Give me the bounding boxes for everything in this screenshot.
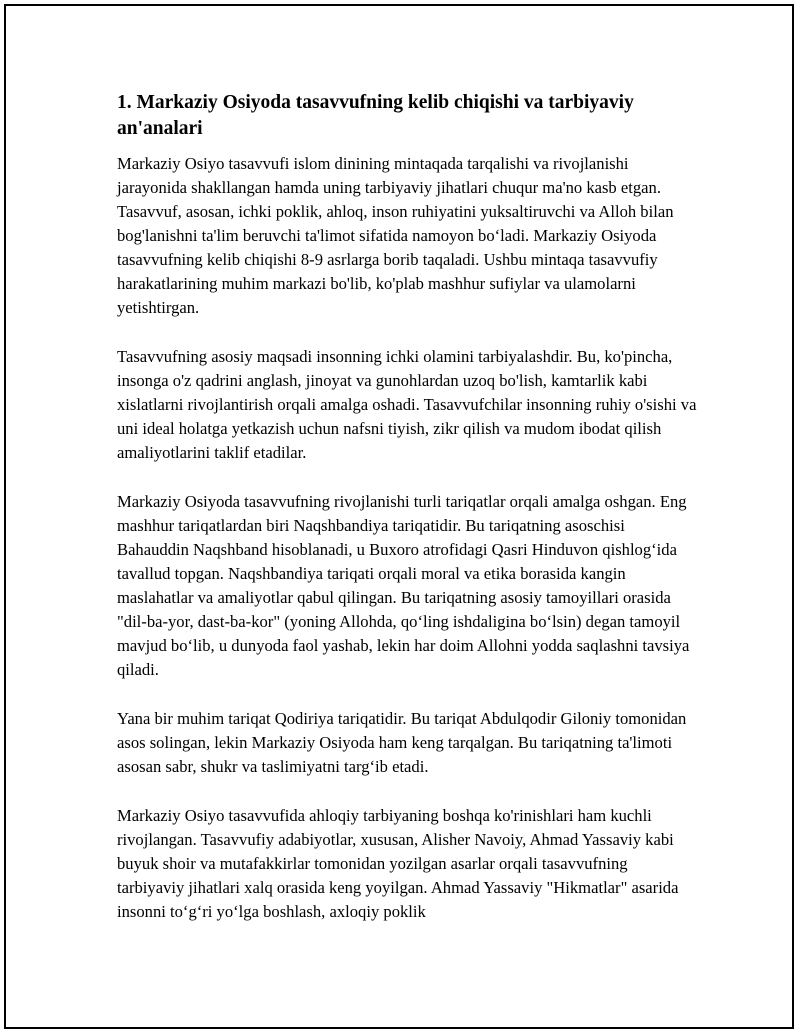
paragraph-1: Markaziy Osiyo tasavvufi islom dinining mintaqada tarqalishi va rivojlanishi jarayonida shakllangan hamda uning tarbiyaviy jihatlari chuqur ma'no kasb etgan. Tasavvuf, asosan, ichki poklik, ahloq, inson ruhiyatini yuksaltiruvchi va Alloh bilan bog'lanishni ta'lim beruvchi ta'limot sifatida namoyon bo‘ladi. Markaziy Osiyoda tasavvufning kelib chiqishi 8-9 asrlarga borib taqaladi. Ushbu mintaqa tasavvufiy harakatlarining muhim markazi bo'lib, ko'plab mashhur sufiylar va ulamolarni yetishtirgan. (117, 154, 674, 317)
paragraph-2: Tasavvufning asosiy maqsadi insonning ichki olamini tarbiyalashdir. Bu, ko'pincha, insonga o'z qadrini anglash, jinoyat va gunohlardan uzoq bo'lish, kamtarlik kabi xislatlarni rivojlantirish orqali amalga oshadi. Tasavvufchilar insonning ruhiy o'sishi va uni ideal holatga yetkazish uchun nafsni tiyish, zikr qilish va mudom ibodat qilish amaliyotlarini taklif etadilar. (117, 347, 697, 462)
document-body (117, 90, 697, 949)
paragraph-3: Markaziy Osiyoda tasavvufning rivojlanishi turli tariqatlar orqali amalga oshgan. Eng mashhur tariqatlardan biri Naqshbandiya tariqatidir. Bu tariqatning asoschisi Bahauddin Naqshband hisoblanadi, u Buxoro atrofidagi Qasri Hinduvon qishlog‘ida tavallud topgan. Naqshbandiya tariqati orqali moral va etika borasida kangin maslahatlar va amaliyotlar qabul qilingan. Bu tariqatning asosiy tamoyillari orasida "dil-ba-yor, dast-ba-kor" (yoning Allohda, qo‘ling ishdaligina bo‘lsin) degan tamoyil mavjud bo‘lib, u dunyoda faol yashab, lekin har doim Allohni yodda saqlashni tavsiya qiladi. (117, 492, 690, 679)
paragraph-5: Markaziy Osiyo tasavvufida ahloqiy tarbiyaning boshqa ko'rinishlari ham kuchli rivojlangan. Tasavvufiy adabiyotlar, xususan, Alisher Navoiy, Ahmad Yassaviy kabi buyuk shoir va mutafakkirlar tomonidan yozilgan asarlar orqali tasavvufning tarbiyaviy jihatlari xalq orasida keng yoyilgan. Ahmad Yassaviy "Hikmatlar" asarida insonni to‘g‘ri yo‘lga boshlash, axloqiy poklik (117, 806, 679, 921)
paragraph-4: Yana bir muhim tariqat Qodiriya tariqatidir. Bu tariqat Abdulqodir Giloniy tomonidan asos solingan, lekin Markaziy Osiyoda ham keng tarqalgan. Bu tariqatning ta'limoti asosan sabr, shukr va taslimiyatni targ‘ib etadi. (117, 709, 687, 776)
section-heading: 1. Markaziy Osiyoda tasavvufning kelib chiqishi va tarbiyaviy an'analari (117, 92, 634, 139)
